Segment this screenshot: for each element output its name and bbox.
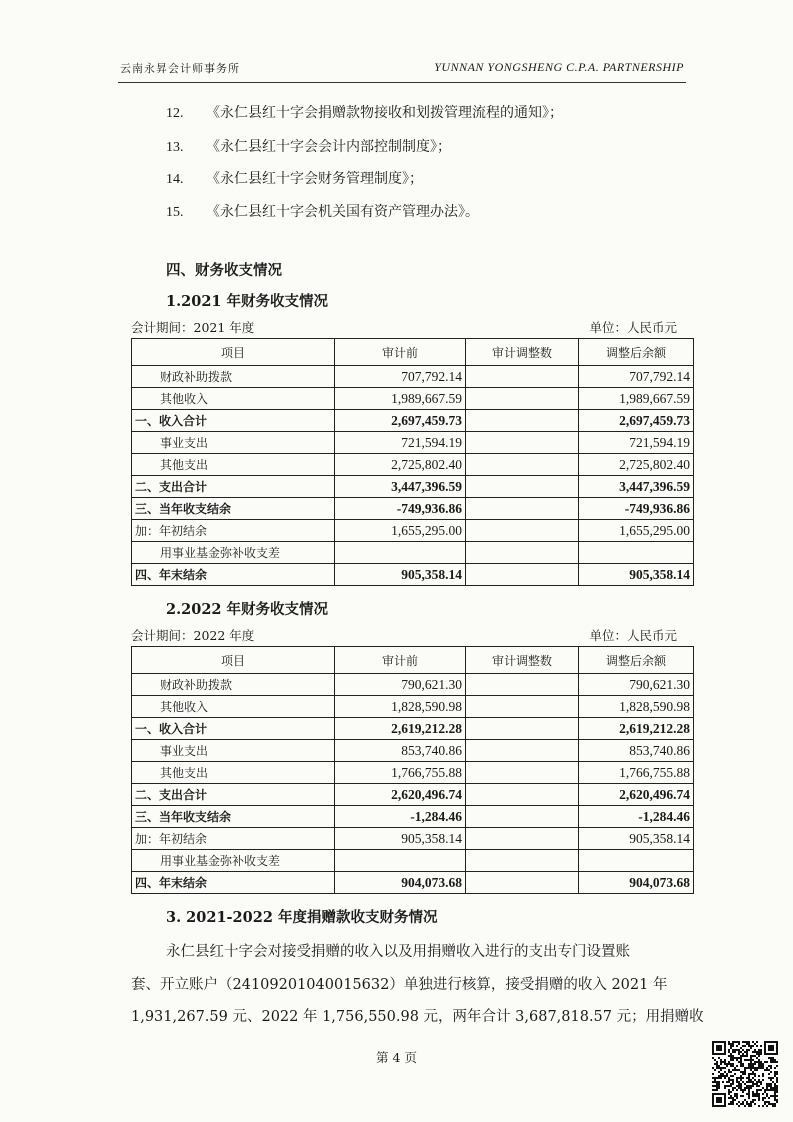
before-audit-cell: -1,284.46 [335, 806, 466, 828]
adjusted-balance-cell: 721,594.19 [579, 432, 694, 454]
table2-unit: 单位：人民币元 [589, 628, 677, 643]
adjusted-balance-cell: 2,619,212.28 [579, 718, 694, 740]
table-header-row [132, 339, 694, 366]
table-header-row [132, 647, 694, 674]
adjusted-balance-cell: 905,358.14 [579, 828, 694, 850]
list-item-number: 14. [166, 172, 184, 187]
before-audit-cell: 905,358.14 [335, 828, 466, 850]
column-header: 项目 [132, 339, 335, 366]
list-item-text: 《永仁县红十字会机关国有资产管理办法》。 [206, 204, 479, 220]
item-cell: 四、年末结余 [132, 564, 335, 586]
paragraph-line: 1,931,267.59 元、2022 年 1,756,550.98 元，两年合计 3,687,818.57 元；用捐赠收 [131, 1009, 704, 1025]
table2-body [132, 647, 694, 894]
adjusted-balance-cell: 2,620,496.74 [579, 784, 694, 806]
before-audit-cell: 2,620,496.74 [335, 784, 466, 806]
before-audit-cell: 853,740.86 [335, 740, 466, 762]
item-cell: 二、支出合计 [132, 476, 335, 498]
table-row [132, 828, 694, 850]
table2 [131, 646, 694, 894]
table-row [132, 476, 694, 498]
list-item-number: 13. [166, 140, 184, 155]
adjusted-balance-cell: 2,725,802.40 [579, 454, 694, 476]
item-cell: 事业支出 [132, 740, 335, 762]
firm-name-en: YUNNAN YONGSHENG C.P.A. PARTNERSHIP [434, 60, 684, 74]
item-cell: 三、当年收支结余 [132, 806, 335, 828]
item-cell: 其他收入 [132, 388, 335, 410]
before-audit-cell: 2,725,802.40 [335, 454, 466, 476]
adjusted-balance-cell: -749,936.86 [579, 498, 694, 520]
before-audit-cell: 1,766,755.88 [335, 762, 466, 784]
adjusted-balance-cell: 790,621.30 [579, 674, 694, 696]
adjustment-cell [466, 762, 579, 784]
table-row [132, 454, 694, 476]
before-audit-cell: 707,792.14 [335, 366, 466, 388]
column-header: 调整后余额 [579, 339, 694, 366]
table1-body [132, 339, 694, 586]
before-audit-cell: 1,989,667.59 [335, 388, 466, 410]
adjustment-cell [466, 410, 579, 432]
adjusted-balance-cell [579, 850, 694, 872]
before-audit-cell: 904,073.68 [335, 872, 466, 894]
adjustment-cell [466, 432, 579, 454]
list-item-text: 《永仁县红十字会会计内部控制制度》； [206, 139, 451, 155]
table-row [132, 696, 694, 718]
item-cell: 加：年初结余 [132, 828, 335, 850]
adjustment-cell [466, 674, 579, 696]
table-row [132, 410, 694, 432]
item-cell: 财政补助拨款 [132, 674, 335, 696]
qr-code-icon [712, 1041, 778, 1107]
column-header: 调整后余额 [579, 647, 694, 674]
list-item [166, 102, 563, 122]
table2-period: 会计期间：2022 年度 [131, 628, 255, 643]
adjusted-balance-cell: 1,989,667.59 [579, 388, 694, 410]
adjustment-cell [466, 454, 579, 476]
column-header: 审计调整数 [466, 647, 579, 674]
item-cell: 一、收入合计 [132, 718, 335, 740]
before-audit-cell: 790,621.30 [335, 674, 466, 696]
adjustment-cell [466, 806, 579, 828]
item-cell: 用事业基金弥补收支差 [132, 542, 335, 564]
section3-title: 3. 2021-2022 年度捐赠款收支财务情况 [166, 909, 438, 926]
adjusted-balance-cell: 853,740.86 [579, 740, 694, 762]
adjustment-cell [466, 696, 579, 718]
item-cell: 二、支出合计 [132, 784, 335, 806]
table-row [132, 762, 694, 784]
adjustment-cell [466, 366, 579, 388]
table-row [132, 498, 694, 520]
column-header: 审计前 [335, 339, 466, 366]
table-row [132, 872, 694, 894]
list-item-text: 《永仁县红十字会捐赠款物接收和划拨管理流程的通知》； [206, 105, 563, 121]
adjusted-balance-cell: 904,073.68 [579, 872, 694, 894]
before-audit-cell: 1,655,295.00 [335, 520, 466, 542]
adjustment-cell [466, 520, 579, 542]
item-cell: 三、当年收支结余 [132, 498, 335, 520]
adjustment-cell [466, 828, 579, 850]
item-cell: 事业支出 [132, 432, 335, 454]
adjusted-balance-cell: 1,766,755.88 [579, 762, 694, 784]
adjustment-cell [466, 476, 579, 498]
table-row [132, 850, 694, 872]
table-row [132, 388, 694, 410]
item-cell: 其他支出 [132, 762, 335, 784]
item-cell: 其他支出 [132, 454, 335, 476]
adjusted-balance-cell: 1,828,590.98 [579, 696, 694, 718]
table1-period: 会计期间：2021 年度 [131, 320, 255, 335]
table-row [132, 432, 694, 454]
adjustment-cell [466, 872, 579, 894]
before-audit-cell: 2,697,459.73 [335, 410, 466, 432]
column-header: 审计前 [335, 647, 466, 674]
before-audit-cell: -749,936.86 [335, 498, 466, 520]
item-cell: 加：年初结余 [132, 520, 335, 542]
section-title: 四、财务收支情况 [166, 262, 282, 279]
adjusted-balance-cell: 2,697,459.73 [579, 410, 694, 432]
before-audit-cell [335, 542, 466, 564]
adjustment-cell [466, 564, 579, 586]
firm-name-cn: 云南永昇会计师事务所 [120, 62, 240, 75]
adjustment-cell [466, 388, 579, 410]
adjustment-cell [466, 740, 579, 762]
table1-title: 1.2021 年财务收支情况 [166, 293, 329, 310]
item-cell: 四、年末结余 [132, 872, 335, 894]
adjusted-balance-cell: 707,792.14 [579, 366, 694, 388]
adjusted-balance-cell: -1,284.46 [579, 806, 694, 828]
list-item-text: 《永仁县红十字会财务管理制度》； [206, 171, 423, 187]
adjustment-cell [466, 784, 579, 806]
table-row [132, 718, 694, 740]
before-audit-cell: 3,447,396.59 [335, 476, 466, 498]
table2-title: 2.2022 年财务收支情况 [166, 601, 329, 618]
table1-unit: 单位：人民币元 [589, 320, 677, 335]
table-row [132, 366, 694, 388]
table-row [132, 520, 694, 542]
before-audit-cell: 721,594.19 [335, 432, 466, 454]
table-row [132, 740, 694, 762]
table-row [132, 564, 694, 586]
adjusted-balance-cell: 1,655,295.00 [579, 520, 694, 542]
table-row [132, 784, 694, 806]
adjusted-balance-cell: 3,447,396.59 [579, 476, 694, 498]
list-item [166, 201, 479, 221]
before-audit-cell: 1,828,590.98 [335, 696, 466, 718]
item-cell: 其他收入 [132, 696, 335, 718]
column-header: 项目 [132, 647, 335, 674]
table-row [132, 674, 694, 696]
before-audit-cell: 2,619,212.28 [335, 718, 466, 740]
before-audit-cell [335, 850, 466, 872]
list-item [166, 168, 423, 188]
paragraph-line: 永仁县红十字会对接受捐赠的收入以及用捐赠收入进行的支出专门设置账 [166, 944, 630, 960]
table1 [131, 338, 694, 586]
paragraph-line: 套、开立账户（24109201040015632）单独进行核算，接受捐赠的收入 2021 年 [131, 977, 668, 993]
page-header [118, 58, 686, 83]
adjusted-balance-cell [579, 542, 694, 564]
adjustment-cell [466, 718, 579, 740]
before-audit-cell: 905,358.14 [335, 564, 466, 586]
item-cell: 一、收入合计 [132, 410, 335, 432]
item-cell: 财政补助拨款 [132, 366, 335, 388]
item-cell: 用事业基金弥补收支差 [132, 850, 335, 872]
list-item-number: 15. [166, 205, 184, 220]
list-item-number: 12. [166, 106, 184, 121]
list-item [166, 136, 451, 156]
column-header: 审计调整数 [466, 339, 579, 366]
adjusted-balance-cell: 905,358.14 [579, 564, 694, 586]
table-row [132, 542, 694, 564]
adjustment-cell [466, 850, 579, 872]
adjustment-cell [466, 542, 579, 564]
table-row [132, 806, 694, 828]
page-number: 第 4 页 [376, 1050, 417, 1065]
adjustment-cell [466, 498, 579, 520]
